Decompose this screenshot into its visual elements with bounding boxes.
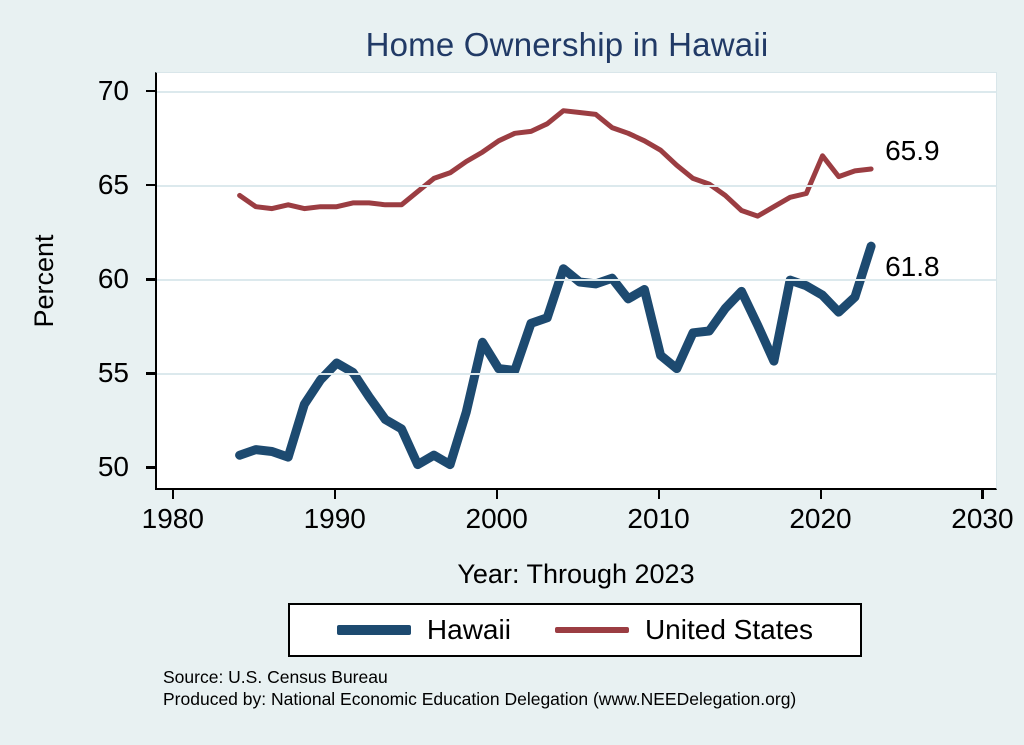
y-tick-mark — [146, 466, 155, 469]
y-tick-label: 70 — [97, 74, 129, 106]
x-tick-label: 2030 — [951, 503, 1014, 534]
gridline — [157, 185, 996, 187]
hawaii-line-swatch — [337, 625, 411, 635]
gridline — [157, 279, 996, 281]
legend-label-united-states: United States — [644, 614, 814, 645]
footer — [163, 666, 1003, 710]
hawaii-end-label: 61.8 — [885, 251, 940, 283]
line-series-layer — [157, 73, 999, 491]
y-tick-label: 60 — [97, 263, 129, 295]
x-tick-mark — [172, 490, 175, 499]
united-states-end-label: 65.9 — [885, 135, 940, 167]
gridline — [157, 373, 996, 375]
x-tick-label: 2000 — [465, 503, 528, 534]
y-tick-label: 65 — [97, 168, 129, 200]
x-tick-label: 1980 — [141, 503, 204, 534]
y-tick-mark — [146, 90, 155, 93]
source-note: Source: U.S. Census Bureau — [163, 667, 388, 687]
x-tick-mark — [820, 490, 823, 499]
legend — [288, 603, 862, 657]
y-tick-label: 50 — [97, 451, 129, 483]
x-tick-mark — [496, 490, 499, 499]
gridline — [157, 91, 996, 93]
x-tick-mark — [658, 490, 661, 499]
y-tick-label: 55 — [97, 357, 129, 389]
legend-item-hawaii — [337, 614, 511, 646]
plot-area — [155, 72, 997, 490]
x-tick-mark — [981, 490, 984, 499]
y-tick-mark — [146, 372, 155, 375]
united-states-line-swatch — [555, 627, 629, 633]
x-tick-mark — [334, 490, 337, 499]
legend-item-united-states — [555, 614, 813, 646]
y-axis-title: Percent — [29, 234, 59, 328]
y-tick-mark — [146, 278, 155, 281]
x-tick-label: 1990 — [303, 503, 366, 534]
x-tick-label: 2010 — [627, 503, 690, 534]
chart-title: Home Ownership in Hawaii — [365, 26, 769, 63]
united-states-line — [240, 111, 872, 216]
legend-label-hawaii: Hawaii — [426, 614, 511, 645]
x-axis-title: Year: Through 2023 — [457, 559, 695, 589]
produced-by-note: Produced by: National Economic Education Delegation (www.NEEDelegation.org) — [163, 689, 797, 709]
y-tick-mark — [146, 184, 155, 187]
x-tick-label: 2020 — [789, 503, 852, 534]
